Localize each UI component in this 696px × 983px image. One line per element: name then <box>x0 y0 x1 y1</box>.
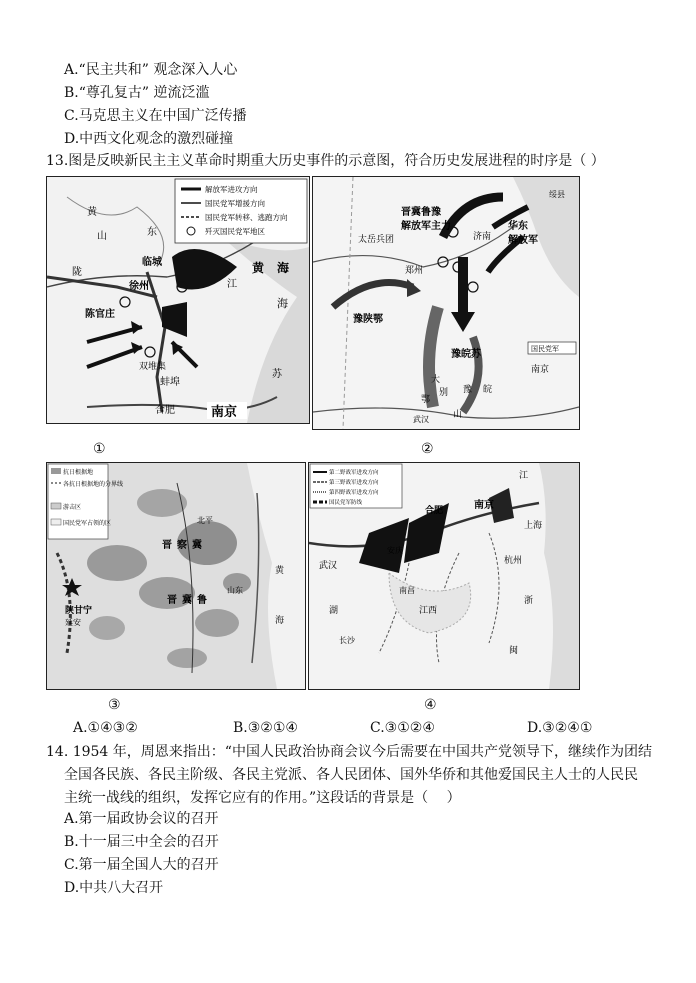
map-3-place: 延安 <box>65 618 81 627</box>
map-3-place: 冀 <box>192 540 202 551</box>
map-2-place: 南京 <box>531 365 550 375</box>
q12-option-a: A.“民主共和” 观念深入人心 <box>64 62 238 78</box>
map-4-place: 南昌 <box>399 586 415 595</box>
map-4-place: 杭州 <box>504 556 523 566</box>
map-3-place: 海 <box>275 616 285 626</box>
map-4-drawing <box>309 463 579 689</box>
map-4-legend-3: 国民党军防线 <box>329 500 363 506</box>
map-3-place: 鲁 <box>197 595 207 606</box>
map-1-place: 海 <box>277 297 288 310</box>
map-2-place: 豫 <box>463 385 473 395</box>
map-3-legend-2: 游击区 <box>63 504 82 511</box>
map-1 <box>46 176 310 424</box>
map-1-legend-0: 解放军进攻方向 <box>205 185 258 194</box>
map-4-place: 江 <box>519 471 529 481</box>
map-4-place: 武汉 <box>319 561 338 571</box>
map-1-legend-3: 歼灭国民党军地区 <box>205 227 265 236</box>
q14-stem-line-2: 全国各民族、各民主阶级、各民主党派、各人民团体、国外华侨和其他爱国民主人士的人民民 <box>64 767 638 783</box>
map-1-drawing <box>47 177 309 423</box>
map-1-place: 苏 <box>272 369 282 380</box>
map-2-drawing <box>313 177 579 429</box>
map-4-legend-0: 第二野战军进攻方向 <box>329 470 379 476</box>
map-1-place: 陇 <box>72 267 82 278</box>
map-3-place: 北平 <box>197 516 213 525</box>
map-1-place: 蚌埠 <box>160 377 180 388</box>
map-1-number: ① <box>93 441 106 457</box>
map-4-place: 江西 <box>419 606 438 616</box>
map-3-number: ③ <box>108 697 121 713</box>
map-1-place: 江 <box>227 279 237 290</box>
q12-option-c: C.马克思主义在中国广泛传播 <box>64 108 247 124</box>
map-2-place: 豫陕鄂 <box>353 314 383 325</box>
map-2-place: 豫皖苏 <box>451 349 481 360</box>
map-4-place: 湖 <box>329 606 339 616</box>
map-2-place: 华东 <box>508 221 528 232</box>
map-1-place: 山 <box>97 231 107 242</box>
map-1-place: 南京 <box>211 405 238 420</box>
map-3-place: 察 <box>177 540 187 551</box>
map-4-legend-2: 第四野战军进攻方向 <box>329 490 379 496</box>
q14-stem-line-1: 14. 1954 年，周恩来指出：“中国人民政治协商会议今后需要在中国共产党领导下，继续作为团结 <box>46 744 652 760</box>
q14-option-d: D.中共八大召开 <box>64 880 164 896</box>
map-4-place: 闽 <box>509 646 519 656</box>
q14-option-a: A.第一届政协会议的召开 <box>64 811 219 827</box>
map-4-place: 合肥 <box>425 506 444 516</box>
map-4-number: ④ <box>424 697 437 713</box>
map-3-legend-3: 国民党军占领的区 <box>63 520 112 527</box>
map-2-place: 济南 <box>473 232 492 242</box>
map-2-place: 别 <box>439 388 449 398</box>
q13-stem: 13.图是反映新民主主义革命时期重大历史事件的示意图，符合历史发展进程的时序是（ ） <box>46 153 605 169</box>
map-3-legend-1: 各抗日根据地的分界线 <box>63 481 124 488</box>
q13-choice-b: B.③②①④ <box>233 720 298 736</box>
q13-choice-c: C.③①②④ <box>370 720 435 736</box>
map-2-place: 鄂 <box>421 395 431 405</box>
map-4-place: 浙 <box>524 596 534 606</box>
q13-choice-a: A.①④③② <box>73 720 138 736</box>
q14-option-c: C.第一届全国人大的召开 <box>64 857 219 873</box>
map-2-place: 国民党军 <box>531 345 559 353</box>
map-2-place: 武汉 <box>413 415 429 424</box>
map-2-place: 山 <box>453 410 463 420</box>
map-3 <box>46 462 306 690</box>
map-1-legend-2: 国民党军转移、逃跑方向 <box>205 213 288 222</box>
map-3-place: 晋 <box>162 540 172 551</box>
map-3-place: 晋 <box>167 595 177 606</box>
map-1-place: 黄 <box>87 207 97 218</box>
map-1-place: 黄 <box>252 261 265 275</box>
map-2 <box>312 176 580 430</box>
map-1-legend-1: 国民党军增援方向 <box>205 199 265 208</box>
map-3-legend-0: 抗日根据地 <box>63 469 94 476</box>
map-3-place: 陕甘宁 <box>65 606 93 616</box>
map-4 <box>308 462 580 690</box>
map-2-number: ② <box>421 441 434 457</box>
map-2-place: 绥县 <box>549 190 565 199</box>
q12-option-b: B.“尊孔复古” 逆流泛滥 <box>64 85 210 101</box>
map-1-place: 双堆集 <box>139 362 167 372</box>
map-2-place: 解放军主力 <box>401 221 451 232</box>
map-1-place: 东 <box>147 227 157 238</box>
map-4-place: 安庆 <box>387 546 403 555</box>
map-4-legend-1: 第三野战军进攻方向 <box>329 480 379 486</box>
map-1-place: 陈官庄 <box>85 309 115 320</box>
map-3-place: 山东 <box>227 586 243 595</box>
q14-stem-line-3: 主统一战线的组织，发挥它应有的作用。”这段话的背景是（ ） <box>64 790 461 806</box>
map-2-place: 晋冀鲁豫 <box>401 207 441 218</box>
q13-choice-d: D.③②④① <box>527 720 593 736</box>
map-4-place: 南京 <box>474 500 494 511</box>
q14-option-b: B.十一届三中全会的召开 <box>64 834 219 850</box>
map-3-place: 冀 <box>182 595 192 606</box>
map-4-place: 上海 <box>524 521 543 531</box>
map-1-place: 海 <box>277 261 290 275</box>
map-2-place: 太岳兵团 <box>358 235 395 245</box>
map-1-place: 临城 <box>142 257 162 268</box>
map-2-place: 解放军 <box>508 235 538 246</box>
map-2-place: 郑州 <box>405 266 424 276</box>
map-3-place: 黄 <box>275 566 285 576</box>
map-2-place: 皖 <box>483 385 493 395</box>
q12-option-d: D.中西文化观念的激烈碰撞 <box>64 131 234 147</box>
map-1-place: 合肥 <box>155 405 175 416</box>
map-3-drawing <box>47 463 305 689</box>
map-1-place: 徐州 <box>129 281 149 292</box>
map-4-place: 长沙 <box>339 636 355 645</box>
map-2-place: 大 <box>431 375 441 385</box>
